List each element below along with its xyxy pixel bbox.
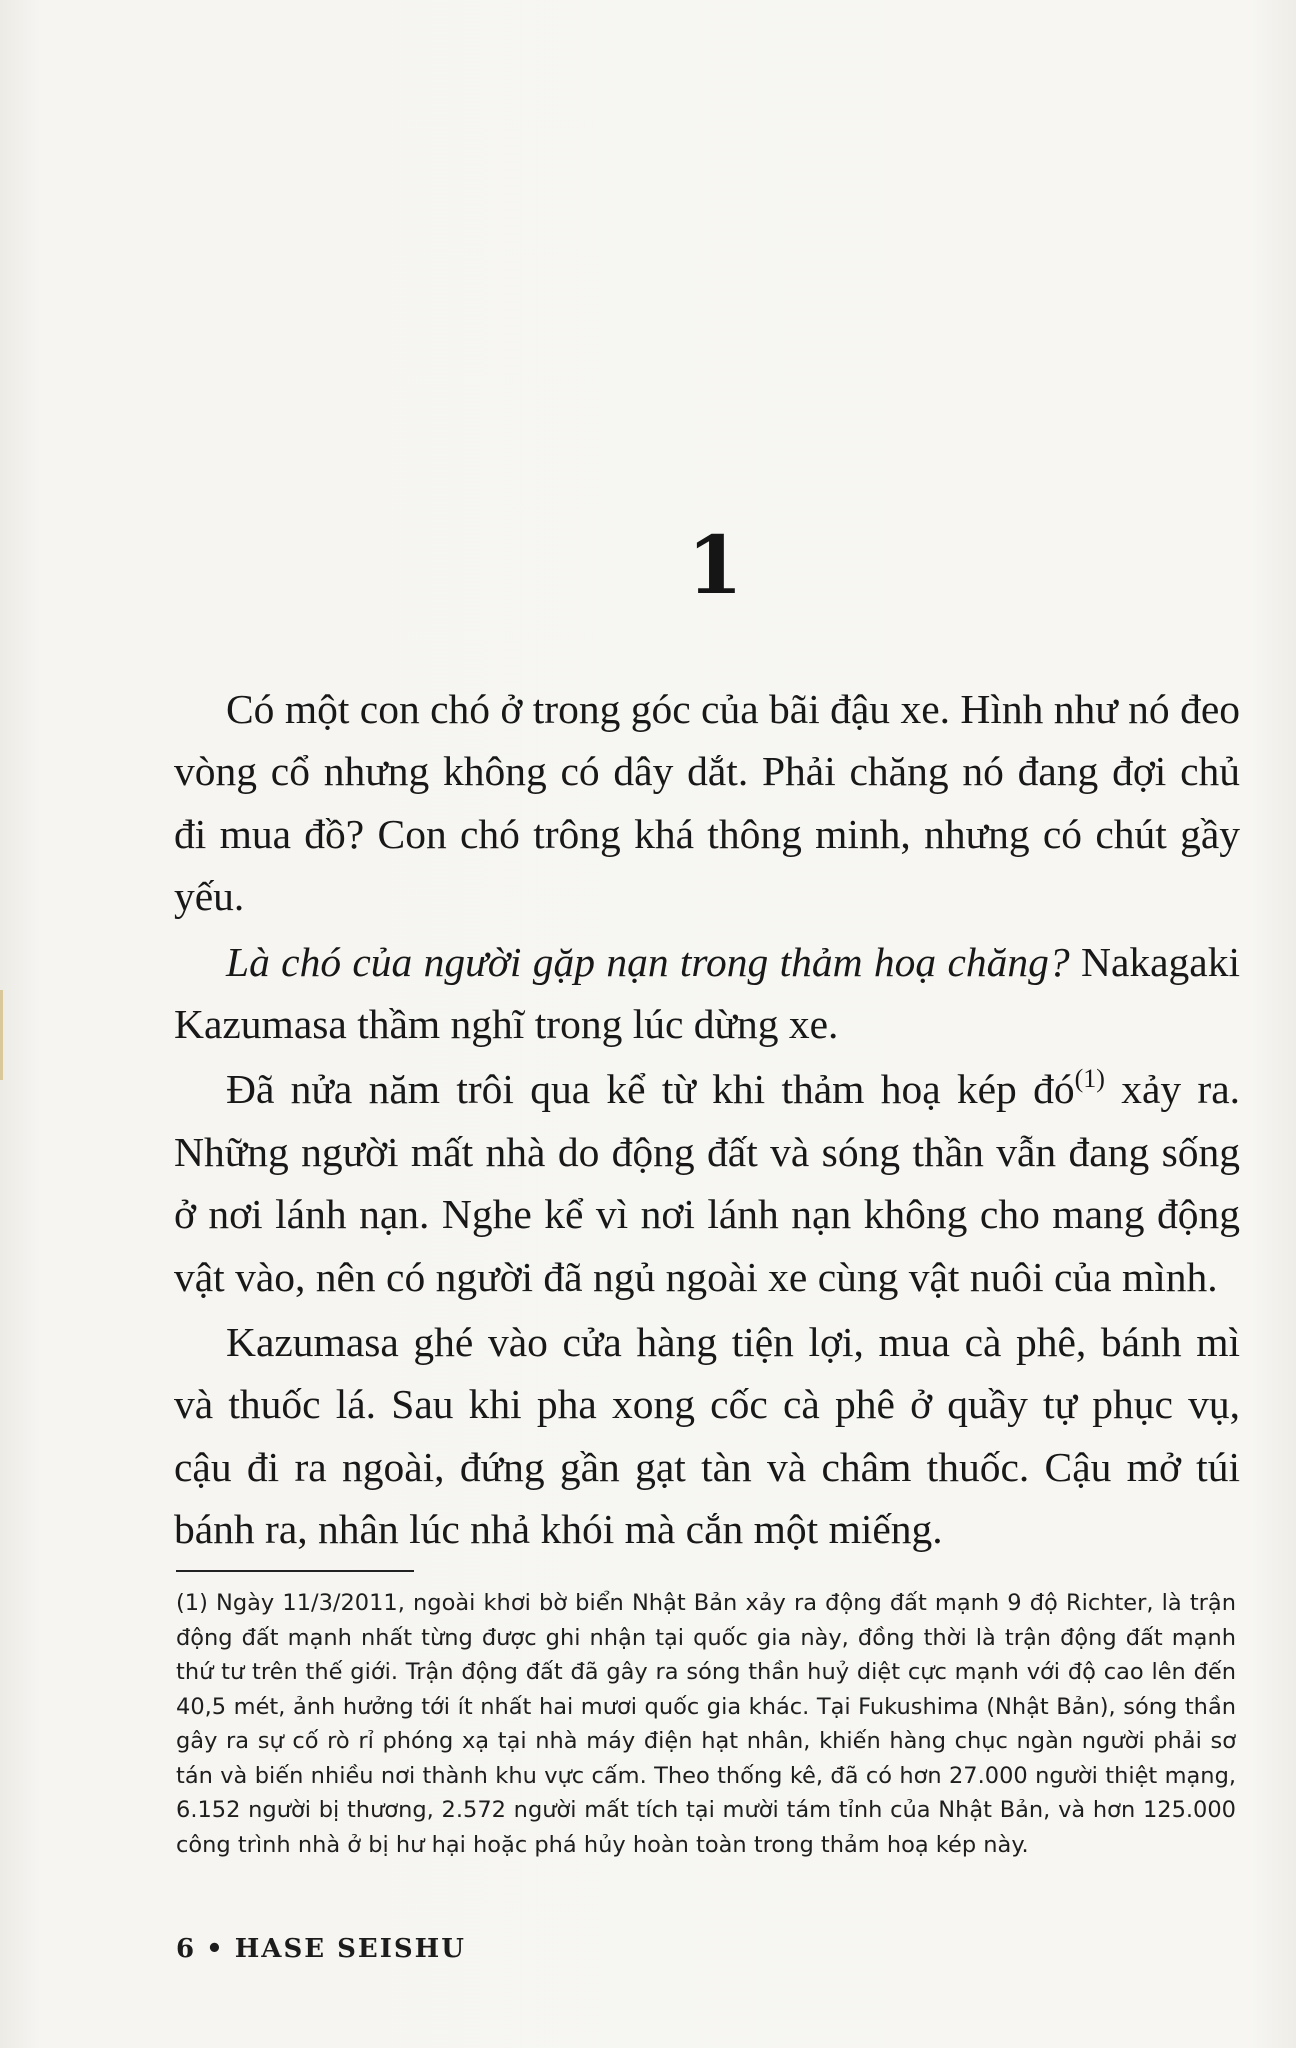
footnote-text: (1) Ngày 11/3/2011, ngoài khơi bờ biển Nhật Bản xảy ra động đất mạnh 9 độ Richter, là trận động đất mạnh nhất từng được ghi nhận tại quốc gia này, đồng thời là trận động đất mạnh thứ tư trên thế giới. Trận động đất đã gây ra sóng thần huỷ diệt cực mạnh với độ cao lên đến 40,5 mét, ảnh hưởng tới ít nhất hai mươi quốc gia khác. Tại Fukushima (Nhật Bản), sóng thần gây ra sự cố rò rỉ phóng xạ tại nhà máy điện hạt nhân, khiến hàng chục ngàn người phải sơ tán và biến nhiều nơi thành khu vực cấm. Theo thống kê, đã có hơn 27.000 người thiệt mạng, 6.152 người bị thương, 2.572 người mất tích tại mười tám tỉnh của Nhật Bản, và hơn 125.000 công trình nhà ở bị hư hại hoặc phá hủy hoàn toàn trong thảm hoạ kép này.	[176, 1590, 1236, 1858]
body-text	[174, 678, 1240, 1564]
paragraph-1: Có một con chó ở trong góc của bãi đậu xe. Hình như nó đeo vòng cổ nhưng không có dây dắt. Phải chăng nó đang đợi chủ đi mua đồ? Con chó trông khá thông minh, nhưng có chút gầy yếu.	[174, 686, 1240, 920]
chapter-number: 1	[687, 518, 743, 612]
paragraph-2-rest: Nakagaki Kazumasa thầm nghĩ trong lúc dừng xe.	[174, 938, 1240, 1048]
paragraph-2-italic-thought: Là chó của người gặp nạn trong thảm hoạ chăng?	[226, 938, 1070, 985]
page-number: 6	[176, 1934, 197, 1964]
paragraph-4: Kazumasa ghé vào cửa hàng tiện lợi, mua cà phê, bánh mì và thuốc lá. Sau khi pha xong cốc cà phê ở quầy tự phục vụ, cậu đi ra ngoài, đứng gần gạt tàn và châm thuốc. Cậu mở túi bánh ra, nhân lúc nhả khói mà cắn một miếng.	[174, 1319, 1240, 1553]
paragraph-3-before-ref: Đã nửa năm trôi qua kể từ khi thảm hoạ kép đó	[226, 1066, 1075, 1113]
footnote-separator-rule	[176, 1570, 414, 1572]
page-edge-mark	[0, 990, 3, 1080]
paragraph-3-after-ref: xảy ra. Những người mất nhà do động đất và sóng thần vẫn đang sống ở nơi lánh nạn. Nghe kể vì nơi lánh nạn không cho mang động vật vào, nên có người đã ngủ ngoài xe cùng vật nuôi của mình.	[174, 1066, 1240, 1300]
paragraph-3	[174, 1058, 1240, 1308]
footnote-reference: (1)	[1074, 1064, 1105, 1094]
running-footer	[176, 1934, 466, 1964]
footer-bullet: •	[206, 1934, 225, 1964]
author-name: HASE SEISHU	[234, 1934, 466, 1964]
paragraph-2	[174, 931, 1240, 1056]
